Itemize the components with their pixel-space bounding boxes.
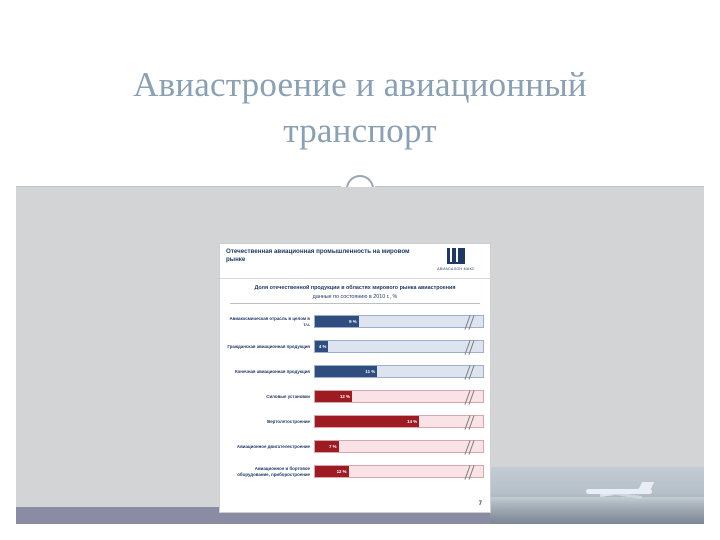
chart-bar-value: 12 %: [336, 469, 347, 474]
embedded-header: [220, 244, 490, 279]
chart-row: [226, 309, 484, 334]
logo-text: АВИАСАЛОН МАКС: [437, 267, 475, 271]
chart-bar: [315, 366, 377, 377]
chart-row: [226, 409, 484, 434]
chart-bar-value: 4 %: [318, 344, 327, 349]
airplane-photo: [490, 467, 704, 524]
title-zone: [0, 0, 720, 186]
chart-track: [314, 440, 484, 453]
chart-category-label: Авиационное двигателестроение: [236, 443, 310, 449]
chart-bar-value: 12 %: [339, 394, 350, 399]
chart-category-label: Гражданская авиационная продукция: [227, 343, 310, 349]
embedded-page-number: 7: [478, 501, 482, 507]
page-title: Авиастроение и авиационный транспорт: [133, 65, 587, 150]
chart-bar-value: 11 %: [365, 369, 376, 374]
chart-row: [226, 459, 484, 484]
chart-row: [226, 334, 484, 359]
chart-bar: [315, 391, 352, 402]
photo-haze: [490, 497, 704, 524]
chart-title-rule: [230, 303, 480, 304]
chart-track: [314, 465, 484, 478]
chart-bar: [315, 441, 339, 452]
chart-bar: [315, 341, 328, 352]
chart-row: [226, 434, 484, 459]
chart-bar-value: 14 %: [407, 419, 418, 424]
axis-break-icon: [466, 366, 474, 377]
chart-category-label: Конечная авиационная продукция: [234, 368, 310, 374]
axis-break-icon: [466, 416, 474, 427]
embedded-slide-image: [219, 243, 491, 513]
chart-title: Доля отечественной продукции в областях мирового рынка авиастроения: [254, 285, 456, 291]
avia-salon-logo: [427, 248, 485, 274]
bar-chart: [226, 309, 484, 484]
chart-track: [314, 365, 484, 378]
chart-subtitle: данные по состоянию в 2010 г., %: [312, 294, 398, 300]
chart-row: [226, 359, 484, 384]
bottom-margin: [0, 524, 720, 540]
chart-bar-value: 9 %: [349, 319, 357, 324]
axis-break-icon: [466, 341, 474, 352]
axis-break-icon: [466, 441, 474, 452]
axis-break-icon: [466, 391, 474, 402]
chart-track: [314, 340, 484, 353]
chart-bar-value: 7 %: [328, 444, 337, 449]
axis-break-icon: [466, 316, 474, 327]
chart-track: [314, 315, 484, 328]
chart-bar: [315, 316, 359, 327]
chart-category-label: Авиационное и бортовое оборудование, приборостроение: [237, 465, 310, 477]
chart-category-label: Авиакосмическая отрасль в целом в т.ч.: [229, 315, 310, 327]
chart-category-label: Вертолетостроение: [267, 418, 310, 424]
chart-bar: [315, 466, 349, 477]
embedded-title: Отечественная авиационная промышленность на мировом рынке: [226, 248, 410, 263]
chart-track: [314, 390, 484, 403]
bars-logo-icon: [447, 248, 465, 262]
chart-track: [314, 415, 484, 428]
chart-category-label: Силовые установки: [266, 393, 310, 399]
axis-break-icon: [466, 466, 474, 477]
chart-row: [226, 384, 484, 409]
chart-bar: [315, 416, 419, 427]
